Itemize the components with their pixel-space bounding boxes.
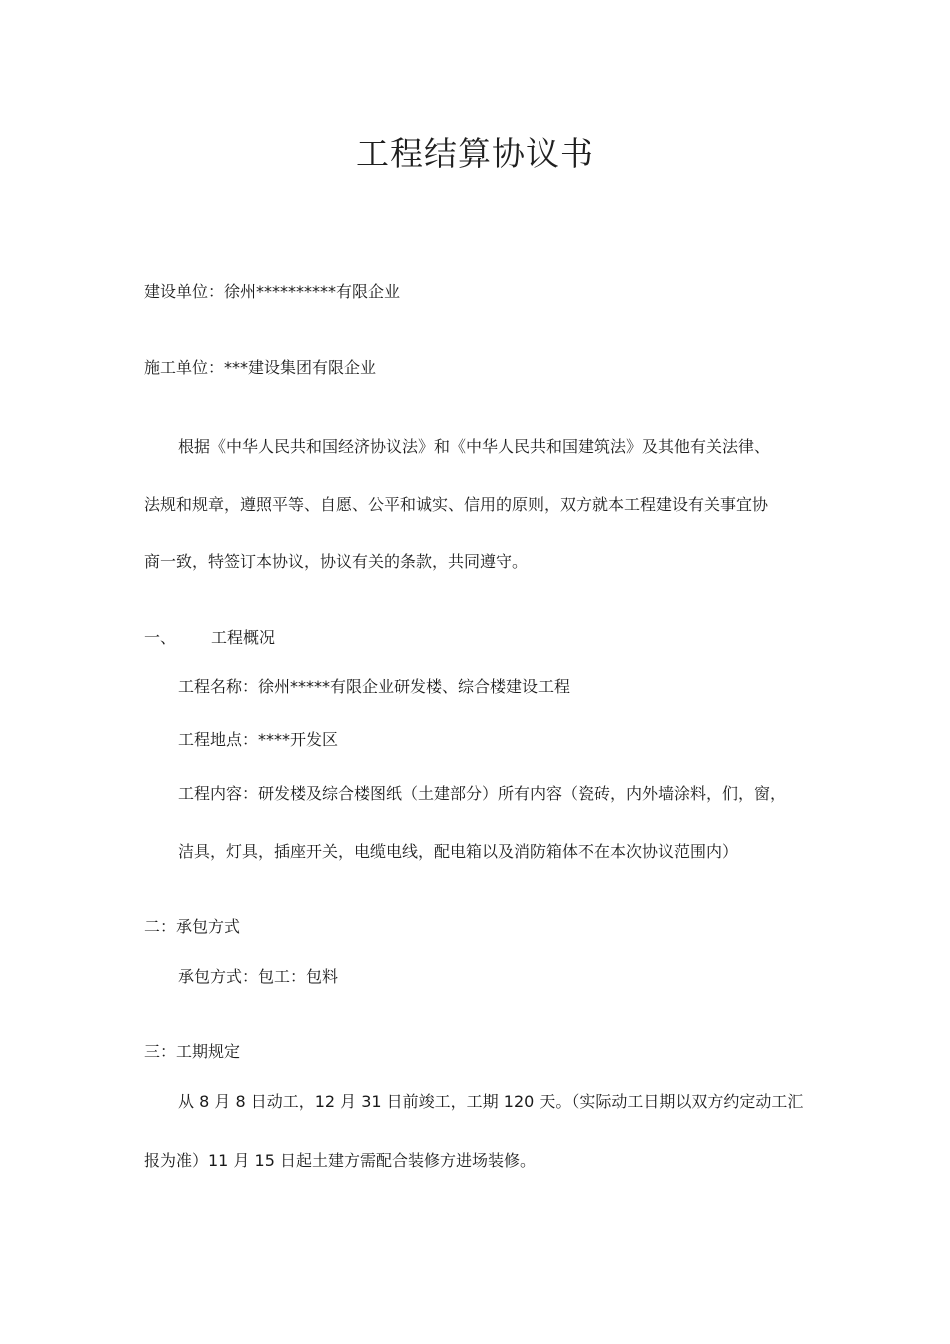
schedule-line-2: 报为准）11 月 15 日起土建方需配合装修方进场装修。: [144, 1151, 536, 1170]
project-name: 工程名称：徐州*****有限企业研发楼、综合楼建设工程: [178, 677, 571, 696]
project-location: 工程地点：****开发区: [178, 730, 339, 749]
contractor-unit: 施工单位：***建设集团有限企业: [144, 358, 377, 377]
section-1-number: 一、: [144, 628, 177, 647]
owner-unit: 建设单位：徐州**********有限企业: [144, 282, 401, 301]
section-2-heading: 二：承包方式: [144, 917, 241, 936]
section-1-title: 工程概况: [211, 628, 276, 647]
preamble-line-1: 根据《中华人民共和国经济协议法》和《中华人民共和国建筑法》及其他有关法律、: [178, 437, 771, 456]
project-content-line-1: 工程内容：研发楼及综合楼图纸（土建部分）所有内容（瓷砖，内外墙涂料，们，窗，: [178, 784, 787, 803]
preamble-line-2: 法规和规章，遵照平等、自愿、公平和诚实、信用的原则，双方就本工程建设有关事宜协: [144, 495, 769, 514]
project-content-line-2: 洁具，灯具，插座开关，电缆电线，配电箱以及消防箱体不在本次协议范围内）: [178, 842, 739, 861]
document-title: 工程结算协议书: [356, 134, 594, 173]
schedule-line-1: 从 8 月 8 日动工，12 月 31 日前竣工，工期 120 天。（实际动工日期以双方约定动工汇: [178, 1092, 804, 1111]
section-3-heading: 三：工期规定: [144, 1042, 241, 1061]
preamble-line-3: 商一致，特签订本协议，协议有关的条款，共同遵守。: [144, 552, 529, 571]
contract-method: 承包方式：包工：包料: [178, 967, 339, 986]
